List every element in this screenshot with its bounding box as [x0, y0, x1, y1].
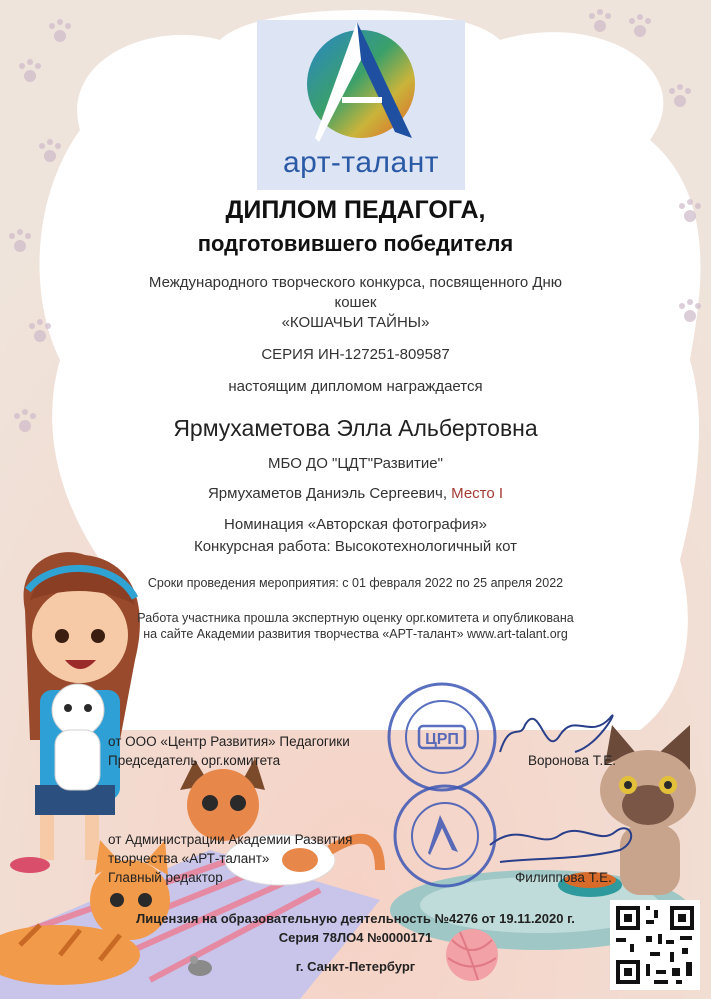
contest-description-line1: Международного творческого конкурса, посвященного Дню — [148, 274, 563, 291]
review-note-line1: Работа участника прошла экспертную оценку орг.комитета и опубликована — [137, 611, 574, 625]
qr-code-icon[interactable] — [610, 900, 700, 990]
event-dates: Сроки проведения мероприятия: с 01 февраля 2022 по 25 апреля 2022 — [147, 576, 564, 590]
signer2-org-line1: от Администрации Академии Развития — [108, 832, 353, 847]
contest-description-line2: кошек — [334, 294, 377, 311]
diploma-title: ДИПЛОМ ПЕДАГОГА, — [225, 196, 486, 224]
svg-text:ЦРП: ЦРП — [425, 731, 459, 748]
student-name: Ярмухаметов Даниэль Сергеевич, — [207, 485, 447, 502]
signer2-org-line2: творчества «АРТ-талант» — [108, 851, 270, 866]
signer1-name: Воронова Т.Е. — [528, 753, 617, 768]
signer1-org: от ООО «Центр Развития» Педагогики — [108, 734, 350, 749]
organization: МБО ДО "ЦДТ"Развитие" — [268, 455, 443, 472]
license-line1: Лицензия на образовательную деятельность №4276 от 19.11.2020 г. — [136, 911, 575, 926]
review-note-line2: на сайте Академии развития творчества «АРТ-талант» www.art-talant.org — [143, 627, 568, 641]
awarded-text: настоящим дипломом награждается — [228, 378, 483, 395]
teacher-name: Ярмухаметова Элла Альбертовна — [173, 415, 538, 441]
logo-text: арт-талант — [282, 146, 440, 179]
diploma-subtitle: подготовившего победителя — [197, 231, 514, 256]
student-line — [0, 485, 711, 502]
art-talant-logo-icon — [257, 20, 465, 150]
nomination: Номинация «Авторская фотография» — [224, 516, 487, 533]
art-talant-logo — [257, 20, 465, 190]
city: г. Санкт-Петербург — [295, 959, 416, 974]
diploma-series: СЕРИЯ ИН-127251-809587 — [261, 346, 450, 363]
place-badge: Место I — [451, 485, 504, 502]
license-line2: Серия 78ЛО4 №0000171 — [278, 930, 433, 945]
signer2-name: Филиппова Т.Е. — [515, 870, 612, 885]
signer1-role: Председатель орг.комитета — [108, 753, 281, 768]
contest-name: «КОШАЧЬИ ТАЙНЫ» — [281, 314, 430, 331]
signer2-role: Главный редактор — [108, 870, 223, 885]
contest-work: Конкурсная работа: Высокотехнологичный кот — [193, 538, 518, 555]
